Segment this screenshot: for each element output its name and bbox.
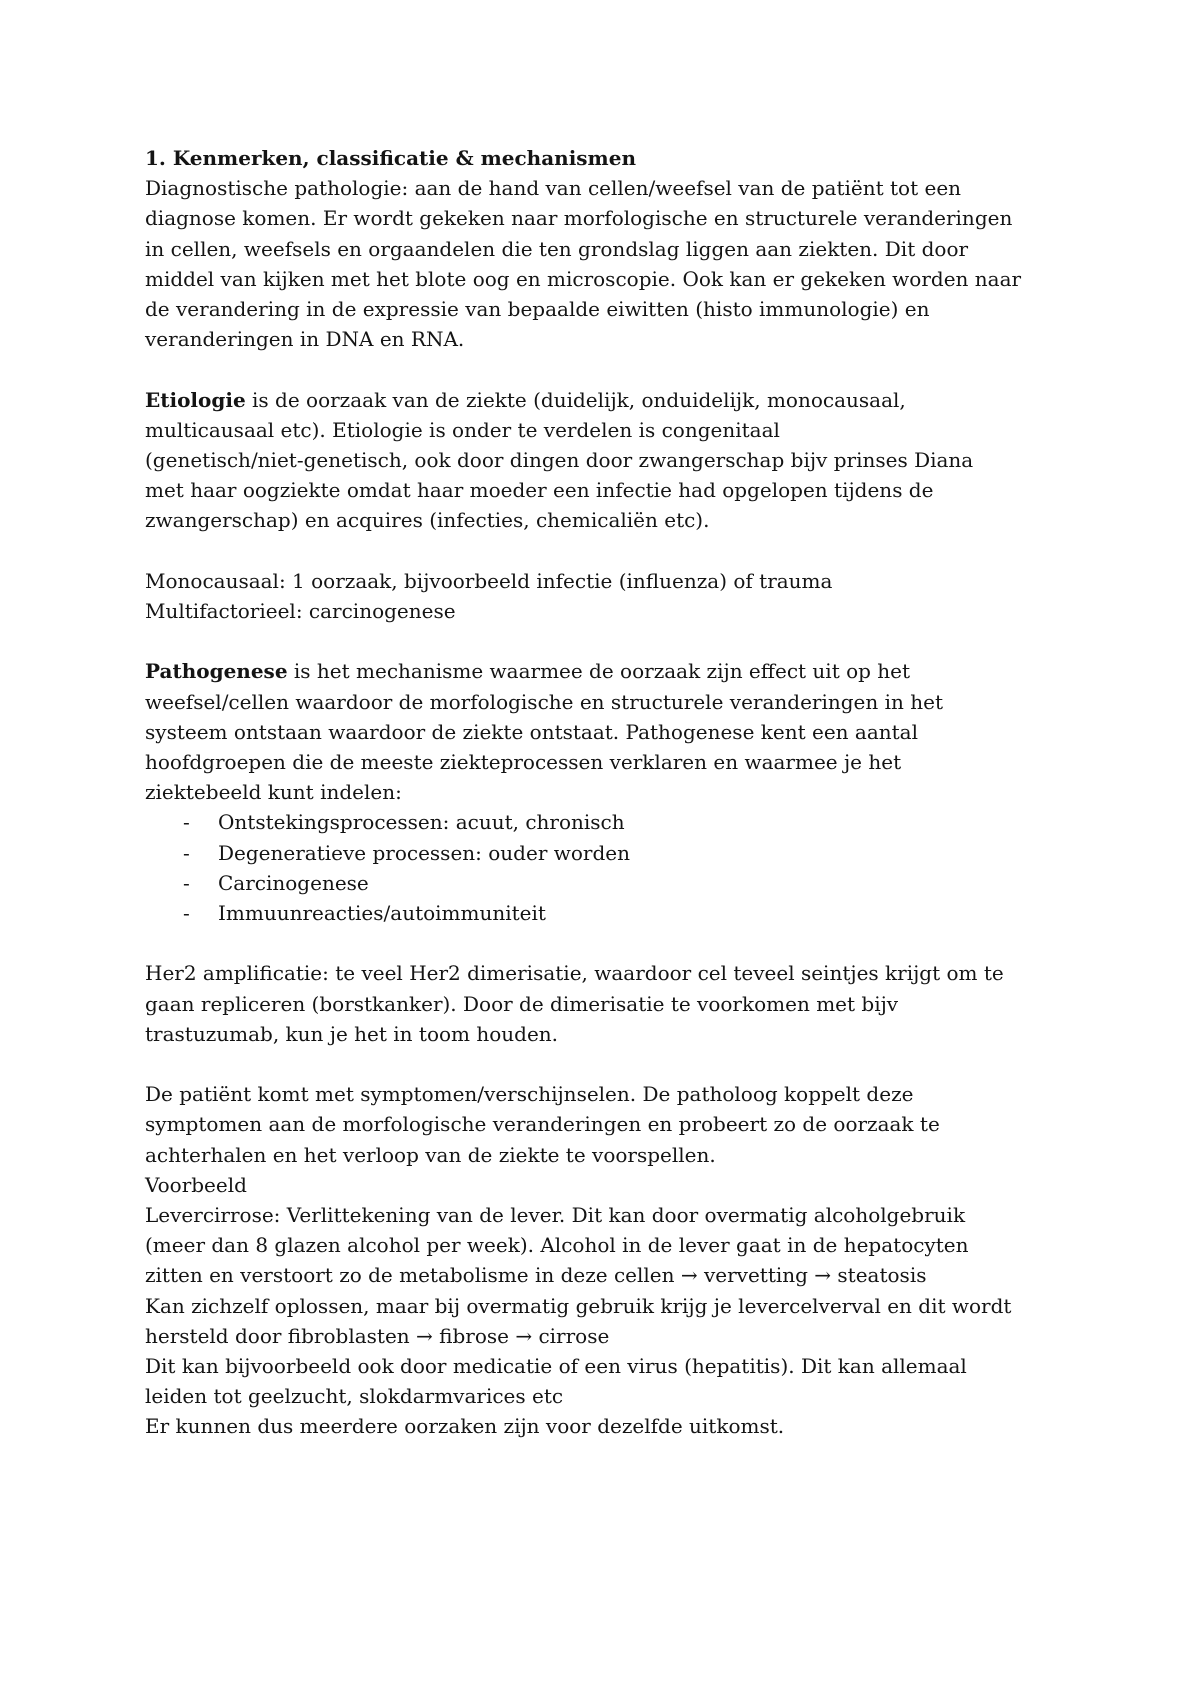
text-line: (genetisch/niet-genetisch, ook door dingen door zwangerschap bijv prinses Diana	[145, 448, 974, 473]
text-line: multicausaal etc). Etiologie is onder te verdelen is congenitaal	[145, 417, 780, 442]
text-line: hoofdgroepen die de meeste ziekteprocessen verklaren en waarmee je het	[145, 750, 902, 775]
pathogenese-list	[145, 807, 1080, 928]
list-item	[145, 807, 1080, 837]
text-line: De patiënt komt met symptomen/verschijnselen. De patholoog koppelt deze	[145, 1082, 914, 1107]
list-item-text: Degeneratieve processen: ouder worden	[218, 840, 630, 865]
text-line: weefsel/cellen waardoor de morfologische en structurele veranderingen in het	[145, 689, 944, 714]
causes-paragraph	[145, 566, 1080, 626]
text-line: zwangerschap) en acquires (infecties, chemicaliën etc).	[145, 508, 710, 533]
text-line: symptomen aan de morfologische veranderingen en probeert zo de oorzaak te	[145, 1112, 940, 1137]
list-item-text: Ontstekingsprocessen: acuut, chronisch	[218, 810, 625, 835]
document-body	[145, 143, 1080, 1442]
etiologie-term: Etiologie	[145, 387, 246, 412]
text-line: middel van kijken met het blote oog en microscopie. Ook kan er gekeken worden naar	[145, 266, 1022, 291]
pathogenese-term: Pathogenese	[145, 659, 288, 684]
text-line: Her2 amplificatie: te veel Her2 dimerisatie, waardoor cel teveel seintjes krijgt om te	[145, 961, 1004, 986]
etiologie-paragraph	[145, 385, 1080, 536]
paragraph-spacer	[145, 626, 1080, 656]
paragraph-spacer	[145, 1049, 1080, 1079]
paragraph-spacer	[145, 928, 1080, 958]
text-line: Voorbeeld	[145, 1172, 247, 1197]
text-span: is het mechanisme waarmee de oorzaak zijn effect uit op het	[287, 659, 911, 684]
text-line: Kan zichzelf oplossen, maar bij overmatig gebruik krijg je levercelverval en dit wordt	[145, 1293, 1012, 1318]
text-line: leiden tot geelzucht, slokdarmvarices etc	[145, 1384, 564, 1409]
text-line: de verandering in de expressie van bepaalde eiwitten (histo immunologie) en	[145, 297, 930, 322]
list-item-text: Carcinogenese	[218, 870, 369, 895]
text-line	[145, 656, 1080, 686]
text-line: met haar oogziekte omdat haar moeder een infectie had opgelopen tijdens de	[145, 478, 934, 503]
text-line: ziektebeeld kunt indelen:	[145, 780, 402, 805]
intro-paragraph	[145, 173, 1080, 354]
text-line: Multifactorieel: carcinogenese	[145, 599, 456, 624]
list-item	[145, 868, 1080, 898]
pathogenese-paragraph	[145, 656, 1080, 928]
text-line: Monocausaal: 1 oorzaak, bijvoorbeeld infectie (influenza) of trauma	[145, 568, 833, 593]
text-line: Diagnostische pathologie: aan de hand van cellen/weefsel van de patiënt tot een	[145, 176, 962, 201]
text-line: Er kunnen dus meerdere oorzaken zijn voor dezelfde uitkomst.	[145, 1414, 785, 1439]
patient-paragraph	[145, 1079, 1080, 1441]
text-line: Dit kan bijvoorbeeld ook door medicatie of een virus (hepatitis). Dit kan allemaal	[145, 1354, 967, 1379]
list-marker: -	[183, 870, 190, 895]
list-marker: -	[183, 901, 190, 926]
list-item	[145, 838, 1080, 868]
paragraph-spacer	[145, 354, 1080, 384]
text-line: trastuzumab, kun je het in toom houden.	[145, 1021, 559, 1046]
text-line: Levercirrose: Verlittekening van de lever. Dit kan door overmatig alcoholgebruik	[145, 1203, 966, 1228]
list-marker: -	[183, 810, 190, 835]
text-span: is de oorzaak van de ziekte (duidelijk, onduidelijk, monocausaal,	[245, 387, 906, 412]
text-line: (meer dan 8 glazen alcohol per week). Alcohol in de lever gaat in de hepatocyten	[145, 1233, 969, 1258]
list-item	[145, 898, 1080, 928]
text-line: zitten en verstoort zo de metabolisme in deze cellen → vervetting → steatosis	[145, 1263, 927, 1288]
her2-paragraph	[145, 958, 1080, 1049]
list-marker: -	[183, 840, 190, 865]
section-heading: 1. Kenmerken, classificatie & mechanismen	[145, 146, 636, 170]
paragraph-spacer	[145, 536, 1080, 566]
text-line: hersteld door fibroblasten → fibrose → cirrose	[145, 1323, 610, 1348]
text-line: veranderingen in DNA en RNA.	[145, 327, 465, 352]
text-line: systeem ontstaan waardoor de ziekte ontstaat. Pathogenese kent een aantal	[145, 719, 918, 744]
list-item-text: Immuunreacties/autoimmuniteit	[218, 901, 546, 926]
text-line: in cellen, weefsels en orgaandelen die ten grondslag liggen aan ziekten. Dit door	[145, 236, 969, 261]
text-line: achterhalen en het verloop van de ziekte te voorspellen.	[145, 1142, 716, 1167]
text-line: diagnose komen. Er wordt gekeken naar morfologische en structurele veranderingen	[145, 206, 1013, 231]
text-line	[145, 385, 1080, 415]
text-line: gaan repliceren (borstkanker). Door de dimerisatie te voorkomen met bijv	[145, 991, 899, 1016]
